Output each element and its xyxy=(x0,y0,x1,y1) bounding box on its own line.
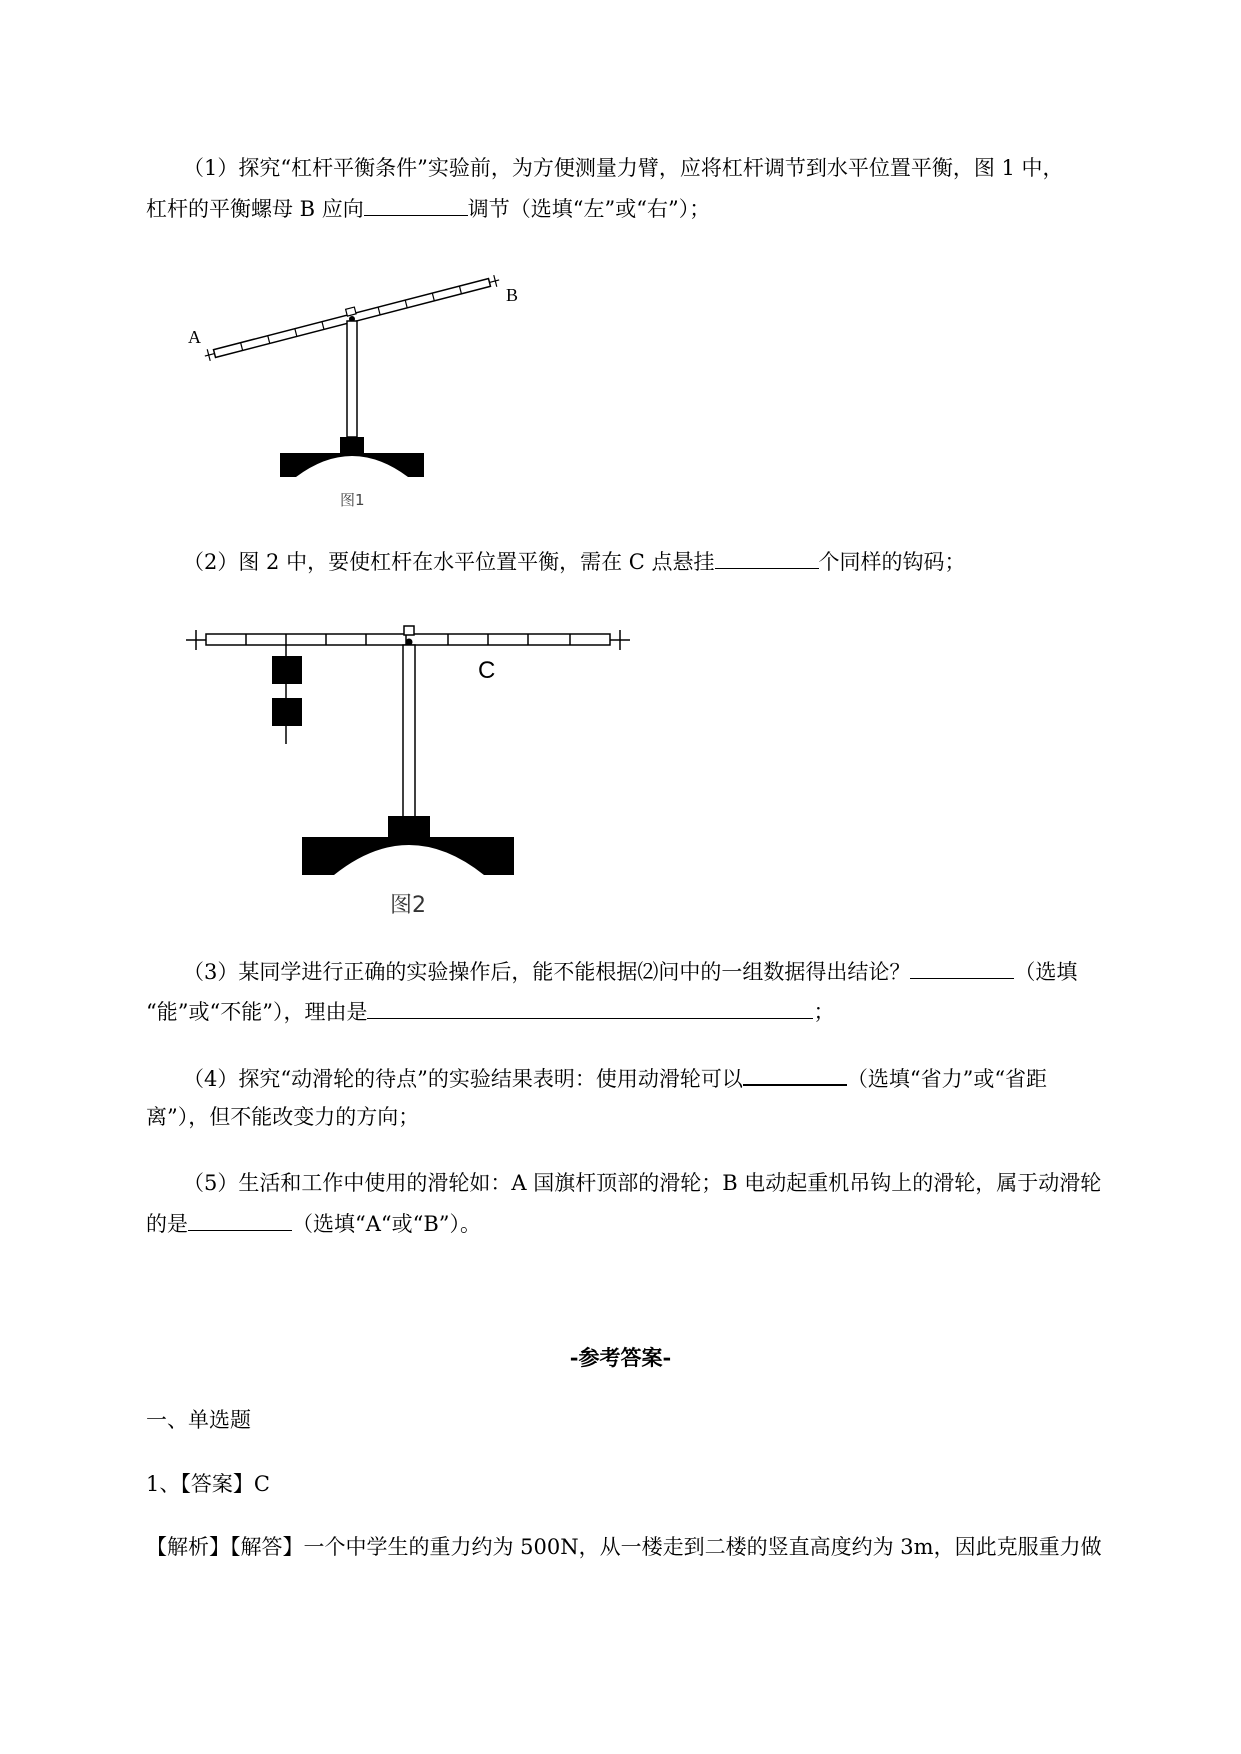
answers-title: -参考答案- xyxy=(569,1345,672,1370)
q1-text-a: 杠杆的平衡螺母 B 应向 xyxy=(146,197,364,221)
q4-answer-blank[interactable] xyxy=(743,1062,847,1086)
q4-text-a: （4）探究“动滑轮的待点”的实验结果表明：使用动滑轮可以 xyxy=(183,1067,743,1091)
fig2-label-c: C xyxy=(478,657,496,684)
q2-text-a: （2）图 2 中，要使杠杆在水平位置平衡，需在 C 点悬挂 xyxy=(183,550,715,574)
q3-text-b: （选填 xyxy=(1014,960,1078,984)
fig1-label-a: A xyxy=(188,327,201,347)
q3-answer-blank-1[interactable] xyxy=(910,956,1014,979)
fig1-caption: 图1 xyxy=(340,491,365,509)
q2-text-b: 个同样的钩码； xyxy=(818,550,966,574)
q3-text-a: （3）某同学进行正确的实验操作后，能不能根据⑵问中的一组数据得出结论？ xyxy=(183,960,911,984)
q3-answer-blank-2[interactable] xyxy=(367,996,813,1019)
q5-line1: （5）生活和工作中使用的滑轮如：A 国旗杆顶部的滑轮；B 电动起重机吊钩上的滑轮，属于动滑轮 xyxy=(183,1171,1102,1195)
q5-text-b: （选填“A“或“B”）。 xyxy=(292,1212,482,1236)
q3-text-c: “能”或“不能”），理由是 xyxy=(146,1000,368,1024)
q1-text-b: 调节（选填“左”或“右”）； xyxy=(467,197,711,221)
q1-line1: （1）探究“杠杆平衡条件”实验前，为方便测量力臂，应将杠杆调节到水平位置平衡，图 1 中， xyxy=(183,156,1064,180)
q2-answer-blank[interactable] xyxy=(715,546,819,569)
q3-line1 xyxy=(183,956,1077,987)
analysis-text: 【解析】【解答】一个中学生的重力约为 500N，从一楼走到二楼的竖直高度约为 3m，因此克服重力做 xyxy=(146,1535,1102,1559)
q5-text-a: 的是 xyxy=(146,1212,188,1236)
fig1-label-b: B xyxy=(506,285,519,305)
q1-line2 xyxy=(146,193,710,224)
q4-line1 xyxy=(183,1062,1047,1094)
figure-1-tilted-lever xyxy=(180,265,560,515)
q4-text-b: （选填“省力”或“省距 xyxy=(846,1067,1048,1091)
q3-text-d: ； xyxy=(813,1000,835,1024)
answer-item-1: 1、【答案】C xyxy=(146,1472,270,1496)
q3-line2 xyxy=(146,996,834,1027)
q5-answer-blank[interactable] xyxy=(188,1208,292,1231)
q4-line2: 离”），但不能改变力的方向； xyxy=(146,1105,420,1129)
q2-line1 xyxy=(183,546,966,577)
q5-line2 xyxy=(146,1208,481,1239)
figure-2-level-lever xyxy=(180,622,640,922)
fig2-caption: 图2 xyxy=(390,893,426,918)
q1-answer-blank[interactable] xyxy=(364,193,468,216)
section-heading: 一、单选题 xyxy=(146,1408,251,1432)
